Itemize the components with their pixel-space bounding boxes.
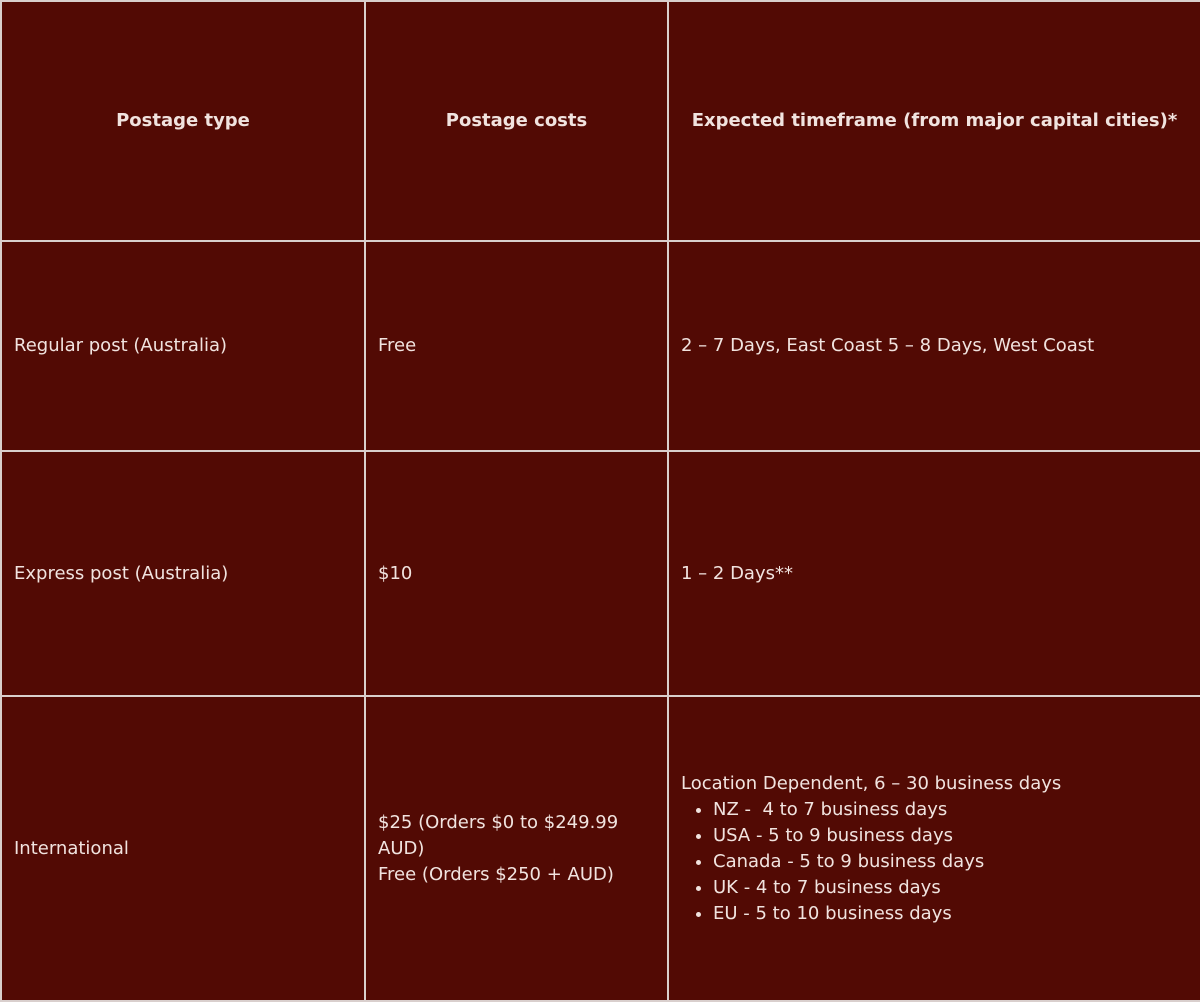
timeframe-intro: Location Dependent, 6 – 30 business days	[681, 772, 1062, 794]
list-item-canada: • Canada - 5 to 9 business days	[713, 849, 1188, 875]
table-row-regular-post	[1, 241, 1200, 451]
list-item-usa: • USA - 5 to 9 business days	[713, 823, 1188, 849]
table-header-row	[1, 1, 1200, 241]
table-row-international	[1, 696, 1200, 1001]
cell-timeframe: 1 – 2 Days**	[668, 451, 1200, 696]
header-postage-type: Postage type	[1, 1, 365, 241]
cell-postage-cost: $10	[365, 451, 668, 696]
list-item-nz: • NZ - 4 to 7 business days	[713, 797, 1188, 823]
cell-timeframe: 2 – 7 Days, East Coast 5 – 8 Days, West Coast	[668, 241, 1200, 451]
cost-line-free: Free (Orders $250 + AUD)	[378, 863, 614, 885]
destination-list	[681, 797, 1188, 927]
table-row-express-post	[1, 451, 1200, 696]
cell-postage-type: Express post (Australia)	[1, 451, 365, 696]
header-timeframe: Expected timeframe (from major capital cities)*	[668, 1, 1200, 241]
cost-line-paid: $25 (Orders $0 to $249.99 AUD)	[378, 811, 619, 859]
cell-postage-cost: Free	[365, 241, 668, 451]
cell-postage-cost	[365, 696, 668, 1001]
header-postage-costs: Postage costs	[365, 1, 668, 241]
cell-timeframe	[668, 696, 1200, 1001]
cell-postage-type: International	[1, 696, 365, 1001]
list-item-eu: • EU - 5 to 10 business days	[713, 901, 1188, 927]
cell-postage-type: Regular post (Australia)	[1, 241, 365, 451]
list-item-uk: • UK - 4 to 7 business days	[713, 875, 1188, 901]
